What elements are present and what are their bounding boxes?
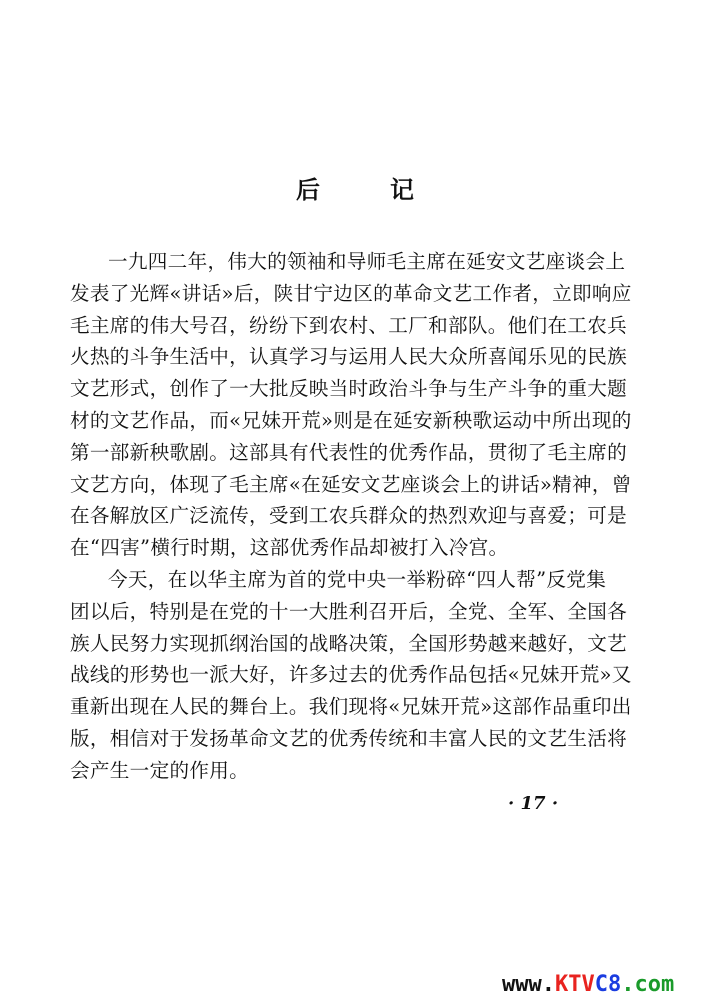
text-line: 团以后，特别是在党的十一大胜利召开后，全党、全军、全国各 [70, 599, 628, 623]
text-line: 毛主席的伟大号召，纷纷下到农村、工厂和部队。他们在工农兵 [70, 313, 628, 337]
text-line: 重新出现在人民的舞台上。我们现将«兄妹开荒»这部作品重印出 [70, 695, 632, 719]
text-line: 一九四二年，伟大的领袖和导师毛主席在延安文艺座谈会上 [108, 250, 626, 273]
watermark-c8: C8 [594, 972, 622, 997]
text-line: 材的文艺作品，而«兄妹开荒»则是在延安新秧歌运动中所出现的 [70, 408, 632, 432]
text-line: 族人民努力实现抓纲治国的战略决策，全国形势越来越好，文艺 [70, 631, 628, 655]
page-number: · 17 · [508, 793, 559, 814]
text-line: 今天，在以华主席为首的党中央一举粉碎“四人帮”反党集 [108, 567, 607, 591]
watermark-www: www. [502, 972, 555, 997]
paragraph-2 [70, 564, 632, 787]
watermark-com: .com [621, 972, 675, 997]
page-title [0, 170, 710, 205]
paragraph-1 [70, 246, 632, 564]
text-line: 版，相信对于发扬革命文艺的优秀传统和丰富人民的文艺生活将 [70, 726, 628, 750]
text-line: 会产生一定的作用。 [70, 758, 250, 782]
afterword-body [70, 246, 632, 787]
text-line: 在各解放区广泛流传，受到工农兵群众的热烈欢迎与喜爱；可是 [70, 504, 628, 528]
text-line: 文艺形式，创作了一大批反映当时政治斗争与生产斗争的重大题 [70, 377, 628, 401]
site-watermark [502, 972, 674, 997]
title-char-2: 记 [390, 175, 414, 204]
text-line: 火热的斗争生活中，认真学习与运用人民大众所喜闻乐见的民族 [70, 345, 628, 369]
title-char-1: 后 [296, 175, 320, 204]
text-line: 发表了光辉«讲话»后，陕甘宁边区的革命文艺工作者，立即响应 [70, 281, 632, 305]
text-line: 在“四害”横行时期，这部优秀作品却被打入冷宫。 [70, 536, 509, 560]
text-line: 战线的形势也一派大好，许多过去的优秀作品包括«兄妹开荒»又 [70, 663, 632, 687]
text-line: 文艺方向，体现了毛主席«在延安文艺座谈会上的讲话»精神，曾 [70, 472, 632, 496]
text-line: 第一部新秧歌剧。这部具有代表性的优秀作品，贯彻了毛主席的 [70, 440, 628, 464]
watermark-ktv: KTV [554, 972, 595, 997]
